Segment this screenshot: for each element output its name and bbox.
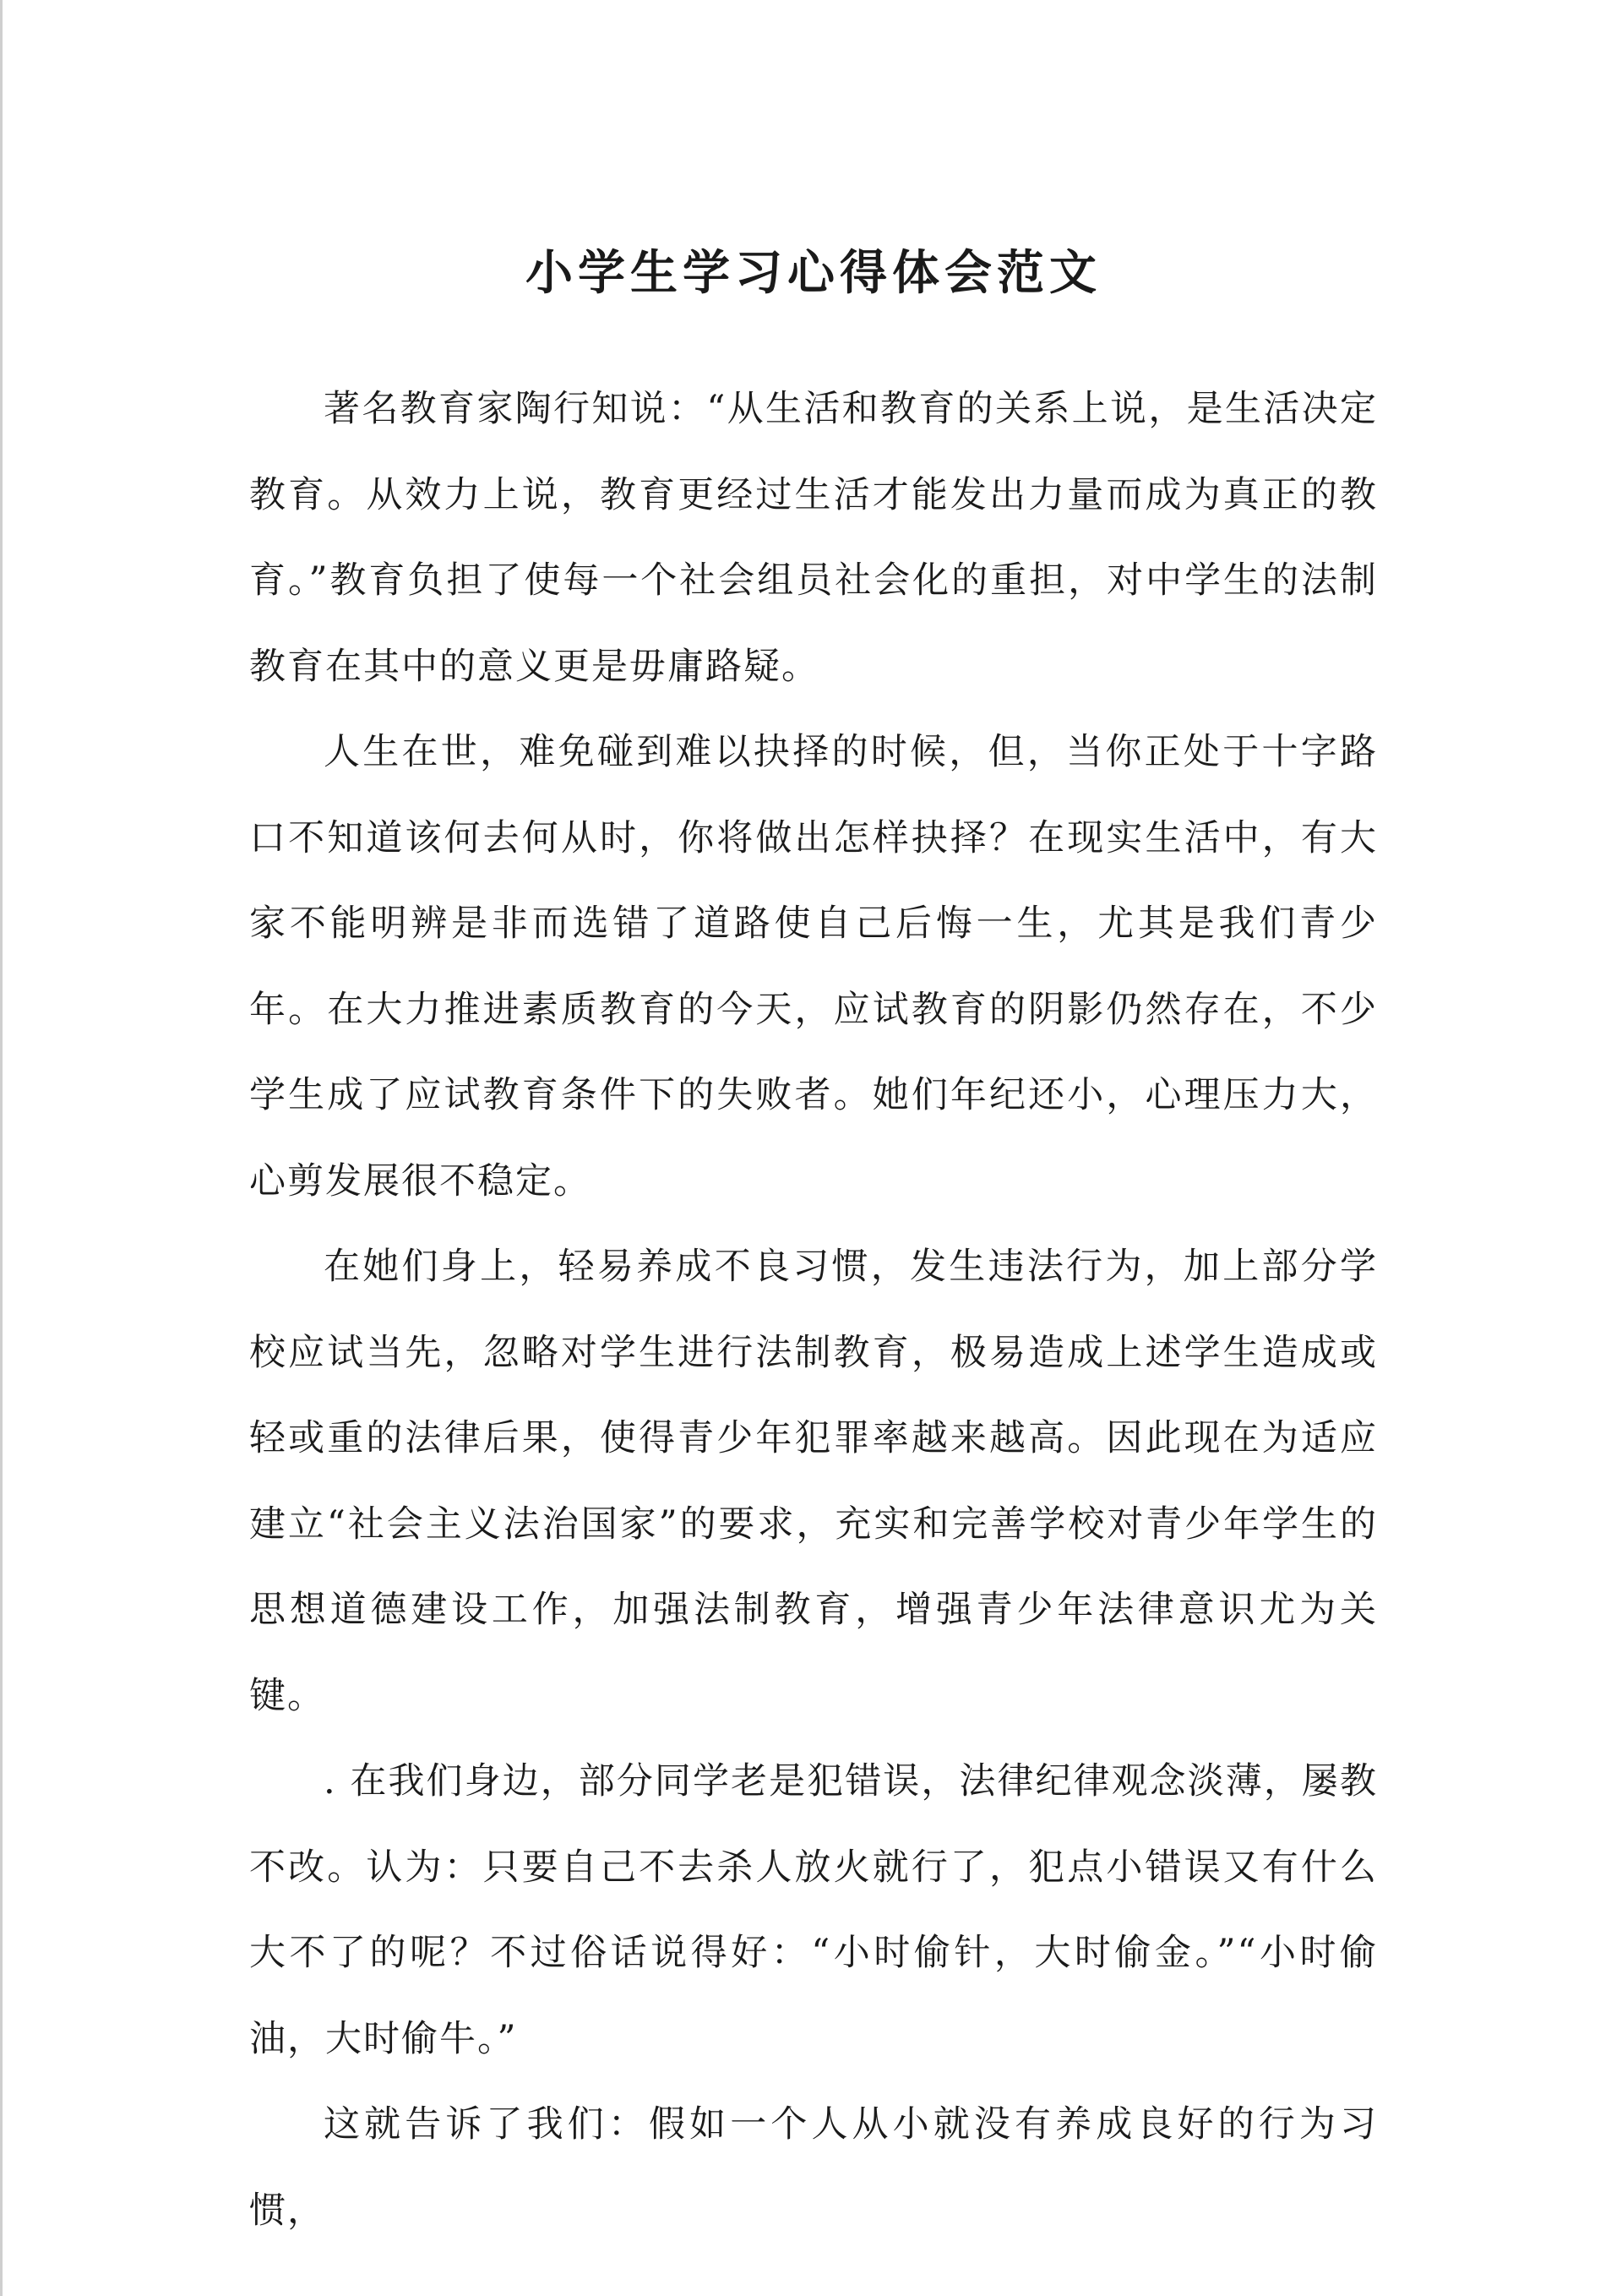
document-body [249, 367, 1378, 2254]
paragraph: 在她们身上，轻易养成不良习惯，发生违法行为，加上部分学校应试当先，忽略对学生进行法制教育，极易造成上述学生造成或轻或重的法律后果，使得青少年犯罪率越来越高。因此现在为适应建立“社会主义法治国家”的要求，充实和完善学校对青少年学生的思想道德建设工作，加强法制教育，增强青少年法律意识尤为关键。 [249, 1246, 1378, 1717]
paragraph: 人生在世，难免碰到难以抉择的时候，但，当你正处于十字路口不知道该何去何从时，你将做出怎样抉择？在现实生活中，有大家不能明辨是非而选错了道路使自己后悔一生，尤其是我们青少年。在大力推进素质教育的今天，应试教育的阴影仍然存在，不少学生成了应试教育条件下的失败者。她们年纪还小，心理压力大，心剪发展很不稳定。 [249, 731, 1378, 1203]
paragraph: 这就告诉了我们：假如一个人从小就没有养成良好的行为习惯， [249, 2103, 1378, 2232]
document-title: 小学生学习心得体会范文 [525, 244, 1102, 301]
paragraph: 著名教育家陶行知说：“从生活和教育的关系上说，是生活决定教育。从效力上说，教育更经过生活才能发出力量而成为真正的教育。”教育负担了使每一个社会组员社会化的重担，对中学生的法制教育在其中的意义更是毋庸路疑。 [249, 388, 1378, 688]
paragraph: . 在我们身边，部分同学老是犯错误，法律纪律观念淡薄，屡教不改。认为：只要自己不去杀人放火就行了，犯点小错误又有什么大不了的呢？不过俗话说得好：“小时偷针，大时偷金。”“小时偷油，大时偷牛。” [249, 1760, 1378, 2060]
